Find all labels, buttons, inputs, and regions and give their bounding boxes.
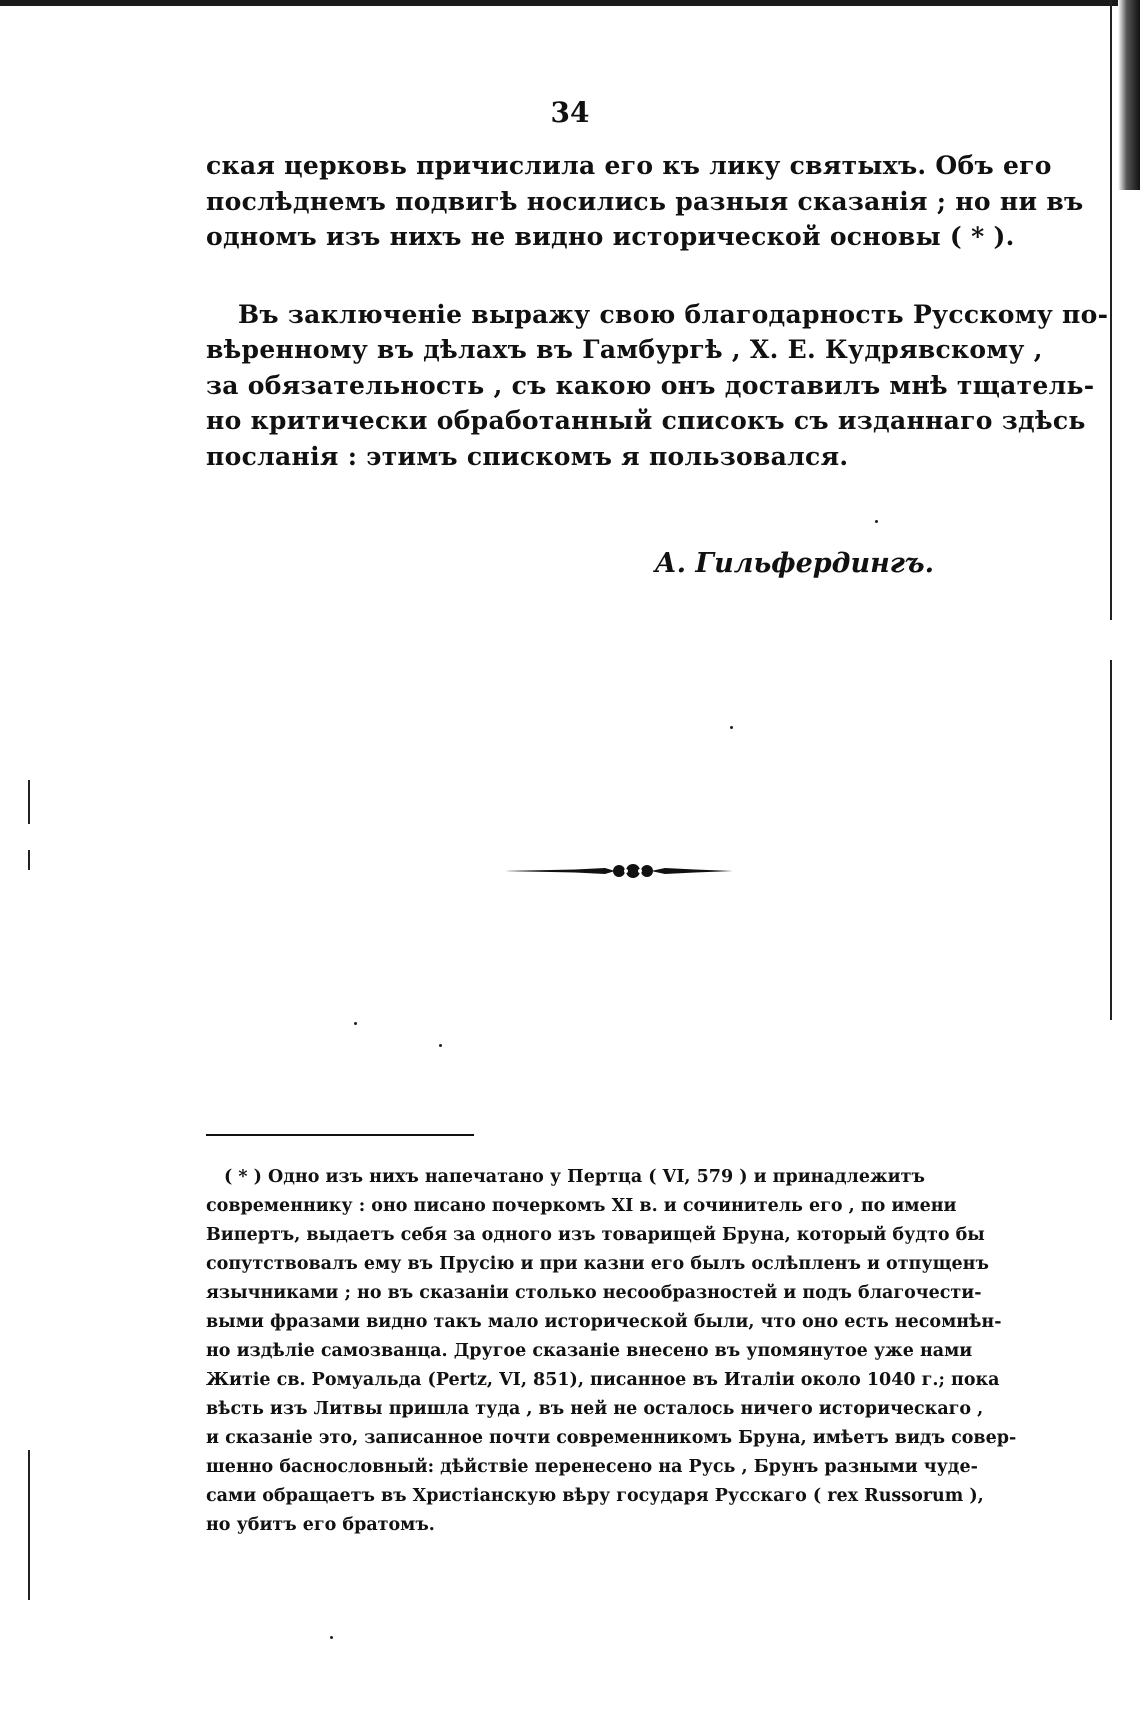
scan-right-edge [1118,0,1140,190]
footnote-line: Випертъ, выдаетъ себя за одного изъ товарищей Бруна, который будто бы [206,1225,985,1245]
footnote-line: шенно баснословный: дѣйствіе перенесено на Русь , Брунъ разными чуде- [206,1457,978,1477]
text-line: одномъ изъ нихъ не видно исторической основы ( * ). [206,222,1015,251]
scan-margin-line [1110,0,1112,620]
ornament-divider [505,862,733,880]
footnote-line: сопутствовалъ ему въ Прусію и при казни его былъ ослѣпленъ и отпущенъ [206,1254,989,1274]
footnote-line: Житіе св. Ромуальда (Pertz, VI, 851), писанное въ Италіи около 1040 г.; пока [206,1370,1000,1390]
author-signature: А. Гильфердингъ. [654,548,934,579]
paragraph [206,297,1109,475]
text-line: за обязательность , съ какою онъ доставилъ мнѣ тщатель- [206,370,1095,400]
scan-margin-line [28,780,30,824]
scan-margin-line [28,850,30,870]
footnote-line: но издѣліе самозванца. Другое сказаніе внесено въ упомянутое уже нами [206,1341,973,1361]
footnote-line: и сказаніе это, записанное почти современникомъ Бруна, имѣетъ видъ совер- [206,1428,1017,1448]
page-number: 34 [550,96,590,129]
scan-speck [330,1636,333,1639]
text-line: ская церковь причислила его къ лику святыхъ. Объ его [206,151,1052,180]
scan-margin-line [1110,660,1112,1020]
scan-speck [354,1022,357,1025]
scan-top-edge [0,0,1140,6]
text-line: послѣднемъ подвигѣ носились разныя сказанія ; но ни въ [206,186,1084,216]
footnote-line: язычниками ; но въ сказаніи столько несообразностей и подъ благочести- [206,1283,982,1303]
footnote-line: выми фразами видно такъ мало исторической были, что оно есть несомнѣн- [206,1312,1002,1332]
text-line: посланія : этимъ спискомъ я пользовался. [206,441,849,471]
footnote-line: но убитъ его братомъ. [206,1515,435,1535]
text-line: но критически обработанный списокъ съ изданнаго здѣсь [206,406,1086,435]
scan-speck [730,726,733,729]
footnote-line: сами обращаетъ въ Христіанскую вѣру государя Русскаго ( rex Russorum ), [206,1486,984,1506]
footnote-line: вѣсть изъ Литвы пришла туда , въ ней не осталось ничего историческаго , [206,1399,984,1419]
scan-speck [875,520,878,523]
footnote-rule [206,1134,474,1136]
text-line: вѣренному въ дѣлахъ въ Гамбургѣ , Х. Е. Кудрявскому , [206,335,1043,364]
main-text [206,148,1109,474]
scan-margin-line [28,1450,30,1600]
footnote-line: ( * ) Одно изъ нихъ напечатано у Пертца ( VI, 579 ) и принадлежитъ [224,1167,925,1187]
text-line: Въ заключеніе выражу свою благодарность Русскому по- [238,299,1109,329]
paragraph [206,148,1084,255]
scan-speck [439,1044,442,1047]
footnote [206,1163,1017,1540]
footnote-line: современнику : оно писано почеркомъ XI в. и сочинитель его , по имени [206,1196,957,1216]
